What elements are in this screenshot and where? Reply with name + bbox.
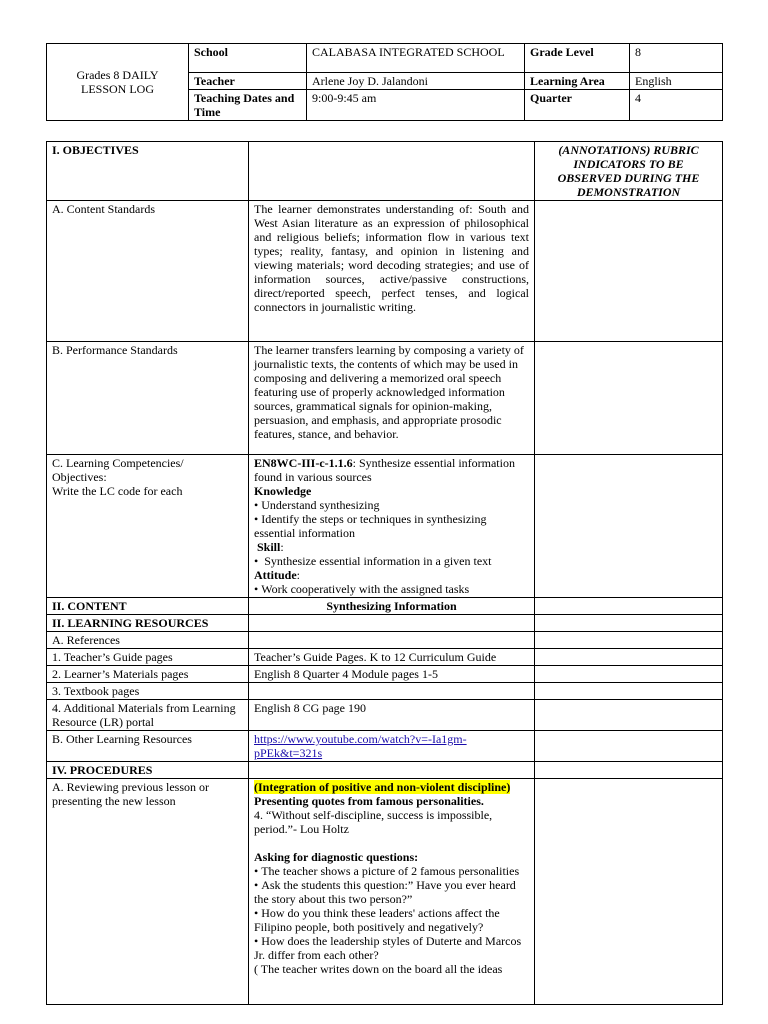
competencies-text: EN8WC-III-c-1.1.6: Synthesize essential information found in various sources Knowledge • Understand synthesizing • Identify the steps or techniques in synthesizing essential information Skill: • Synthesize essential information in a given text Attitude: • Work cooperatively with the assigned tasks [249, 455, 535, 598]
list-item: • How do you think these leaders' actions affect the Filipino people, both positively and negatively? [254, 906, 529, 934]
learners-materials-label: 2. Learner’s Materials pages [47, 666, 249, 683]
resources-heading: II. LEARNING RESOURCES [47, 615, 249, 632]
skill-label: Skill [257, 540, 281, 554]
content-heading: II. CONTENT [47, 598, 249, 615]
grade-level-label: Grade Level [525, 44, 630, 73]
list-item: • Understand synthesizing [254, 498, 529, 512]
performance-standards-label: B. Performance Standards [47, 342, 249, 455]
teaching-dates-label: Teaching Dates and Time [189, 90, 307, 121]
youtube-link[interactable]: https://www.youtube.com/watch?v=-Ia1gm-pPEk&t=321s [254, 732, 467, 760]
content-topic: Synthesizing Information [249, 598, 535, 615]
attitude-list [254, 582, 529, 596]
references-label: A. References [47, 632, 249, 649]
quarter-value: 4 [630, 90, 723, 121]
performance-standards-text: The learner transfers learning by composing a variety of journalistic texts, the contents of which may be used in composing and delivering a memorized oral speech featuring use of properly acknowledged information sources, grammatical signals for opinion-making, persuasion, and emphasis, and appropriate prosodic features, stance, and behavior. [249, 342, 535, 455]
log-title [47, 44, 189, 121]
attitude-label: Attitude [254, 568, 297, 582]
list-item: • Ask the students this question:” Have you ever heard the story about this two person?” [254, 878, 529, 906]
quote-text: 4. “Without self-discipline, success is impossible, period.”- Lou Holtz [254, 808, 493, 836]
list-item: • Identify the steps or techniques in synthesizing essential information [254, 512, 529, 540]
content-standards-text: The learner demonstrates understanding of: South and West Asian literature as an expression of philosophical and religious beliefs; information flow in various text types; reality, fantasy, and opinion in listening and viewing materials; word decoding strategies; and use of information sources, active/passive constructions, direct/reported speech, perfect tenses, and logical connectors in journalistic writing. [249, 201, 535, 342]
knowledge-list [254, 498, 529, 540]
grade-level-value: 8 [630, 44, 723, 73]
teachers-guide-label: 1. Teacher’s Guide pages [47, 649, 249, 666]
additional-materials-label: 4. Additional Materials from Learning Resource (LR) portal [47, 700, 249, 731]
annotations-heading: (ANNOTATIONS) RUBRIC INDICATORS TO BE OBSERVED DURING THE DEMONSTRATION [535, 142, 723, 201]
procedures-heading: IV. PROCEDURES [47, 762, 249, 779]
integration-highlight: (Integration of positive and non-violent discipline) [254, 780, 511, 794]
review-label: A. Reviewing previous lesson or presenting the new lesson [47, 779, 249, 1005]
list-item: • Synthesize essential information in a given text [254, 554, 529, 568]
log-title-line1: Grades 8 DAILY [76, 68, 159, 82]
knowledge-label: Knowledge [254, 484, 312, 498]
quarter-label: Quarter [525, 90, 630, 121]
competencies-label: C. Learning Competencies/ Objectives: Write the LC code for each [47, 455, 249, 598]
lc-text: : Synthesize essential information found in various sources [254, 456, 515, 484]
school-value: CALABASA INTEGRATED SCHOOL [307, 44, 525, 73]
objectives-heading: I. OBJECTIVES [47, 142, 249, 201]
learners-materials-value: English 8 Quarter 4 Module pages 1-5 [249, 666, 535, 683]
teaching-dates-value: 9:00-9:45 am [307, 90, 525, 121]
teacher-label: Teacher [189, 73, 307, 90]
main-table [46, 141, 723, 1005]
diagnostic-list [254, 864, 529, 962]
list-item: • How does the leadership styles of Duterte and Marcos Jr. differ from each other? [254, 934, 529, 962]
learning-area-label: Learning Area [525, 73, 630, 90]
content-standards-label: A. Content Standards [47, 201, 249, 342]
textbook-label: 3. Textbook pages [47, 683, 249, 700]
skill-list [254, 554, 529, 568]
quotes-heading: Presenting quotes from famous personalities. [254, 794, 484, 808]
closing-text: ( The teacher writes down on the board all the ideas [254, 962, 503, 976]
other-resources-label: B. Other Learning Resources [47, 731, 249, 762]
diagnostic-heading: Asking for diagnostic questions: [254, 850, 419, 864]
teacher-value: Arlene Joy D. Jalandoni [307, 73, 525, 90]
list-item: • The teacher shows a picture of 2 famous personalities [254, 864, 529, 878]
lc-code: EN8WC-III-c-1.1.6 [254, 456, 353, 470]
learning-area-value: English [630, 73, 723, 90]
additional-materials-value: English 8 CG page 190 [249, 700, 535, 731]
review-content [249, 779, 535, 1005]
list-item: • Work cooperatively with the assigned tasks [254, 582, 529, 596]
log-title-line2: LESSON LOG [80, 82, 154, 96]
teachers-guide-value: Teacher’s Guide Pages. K to 12 Curriculum Guide [249, 649, 535, 666]
header-table [46, 43, 723, 121]
school-label: School [189, 44, 307, 73]
